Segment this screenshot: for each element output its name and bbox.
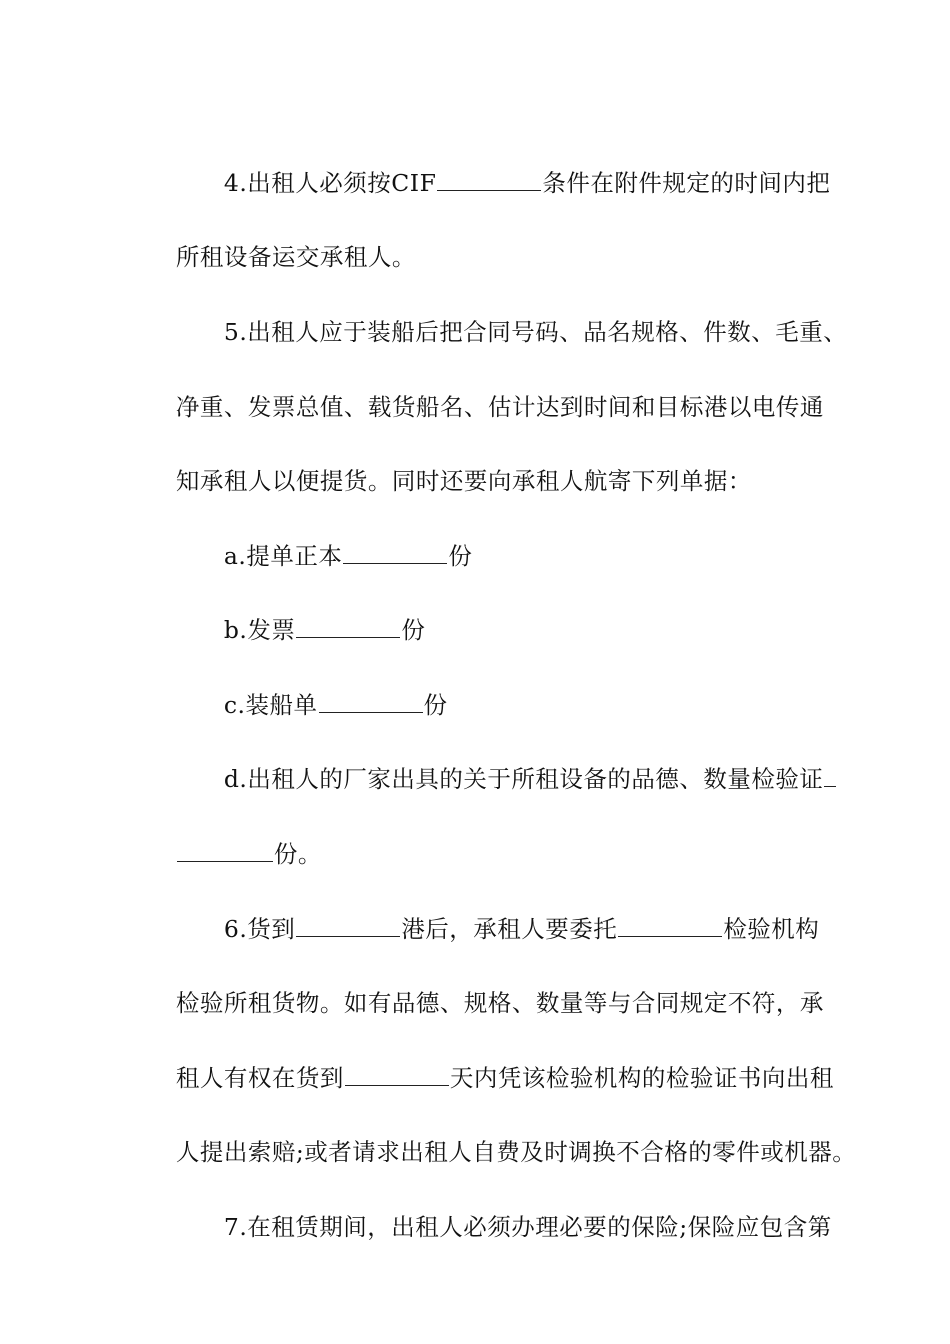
fill-blank (343, 541, 447, 564)
text: 份。 (273, 840, 322, 868)
text: a.提单正本 (223, 542, 343, 570)
text: 所租设备运交承租人。 (175, 243, 416, 271)
text: 份 (401, 616, 426, 644)
text: 7.在租赁期间，出租人必须办理必要的保险;保险应包含第 (223, 1213, 832, 1241)
text: 4.出租人必须按CIF (223, 169, 437, 197)
fill-blank (296, 615, 400, 638)
text: 条件在附件规定的时间内把 (542, 169, 831, 197)
fill-blank (437, 168, 541, 191)
text: 6.货到 (223, 915, 296, 943)
text: 检验机构 (723, 915, 820, 943)
text: 份 (423, 691, 448, 719)
fill-blank (345, 1063, 449, 1086)
clause-7-line-1 (192, 1182, 832, 1272)
text: c.装船单 (223, 691, 318, 719)
fill-blank (618, 914, 722, 937)
text: 天内凭该检验机构的检验证书向出租 (449, 1064, 834, 1092)
text: 检验所租货物。如有品德、规格、数量等与合同规定不符，承 (175, 989, 824, 1017)
text: 租人有权在货到 (175, 1064, 344, 1092)
fill-blank (296, 914, 400, 937)
text: b.发票 (223, 616, 296, 644)
text: 净重、发票总值、载货船名、估计达到时间和目标港以电传通 (175, 393, 824, 421)
fill-blank (319, 690, 423, 713)
text: d.出租人的厂家出具的关于所租设备的品德、数量检验证 (223, 765, 824, 793)
fill-blank (177, 839, 273, 862)
text: 5.出租人应于装船后把合同号码、品名规格、件数、毛重、 (223, 318, 848, 346)
text: 人提出索赔;或者请求出租人自费及时调换不合格的零件或机器。 (175, 1138, 857, 1166)
text: 港后，承租人要委托 (401, 915, 618, 943)
text: 份 (448, 542, 473, 570)
fill-blank (824, 764, 836, 787)
text: 知承租人以便提货。同时还要向承租人航寄下列单据： (175, 467, 752, 495)
